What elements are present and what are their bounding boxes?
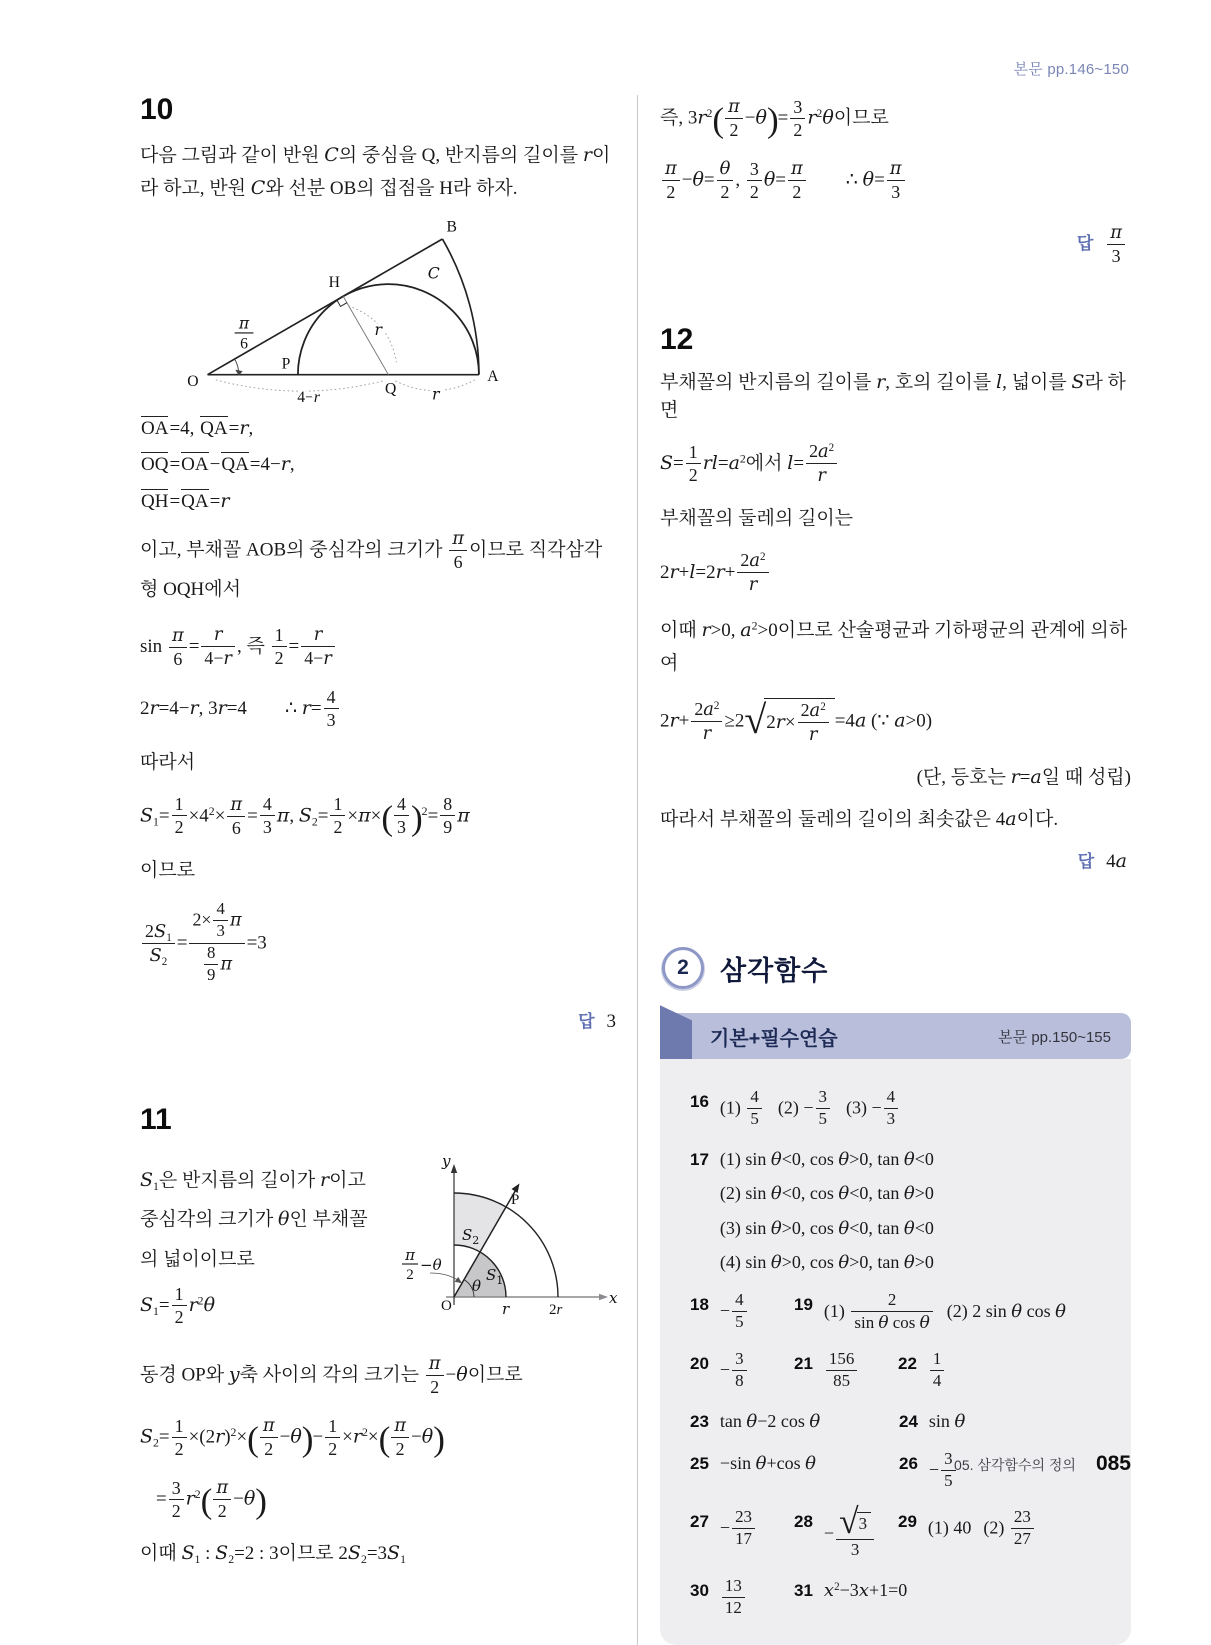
answer-item-value: (1) $\frac{4}{5}$ (2) − $\frac{3}{5}$ (3) − $\frac{4}{3}$	[720, 1089, 900, 1130]
answer-panel	[660, 1013, 1131, 1645]
math-line: OA=4, QA=r,	[141, 416, 254, 439]
problem-10-intro: 다음 그림과 같이 반원 C의 중심을 Q, 반지름의 길이를 r이라 하고, 반원 C와 선분 OB의 접점을 H라 하자.	[140, 144, 611, 200]
section-title: 삼각함수	[720, 955, 829, 986]
page-reference-label: 본문 pp.146~150	[1013, 61, 1129, 78]
math-line: 이고, 부채꼴 AOB의 중심각의 크기가 $\frac{\pi}{6}$ 이므로 직각삼각형 OQH에서	[140, 528, 603, 601]
semicircle-C	[298, 284, 479, 375]
left-column	[140, 95, 637, 1645]
answer-item-value: − $\frac{3}{5}$	[929, 1451, 958, 1492]
answer-item-value: − √ 3 3	[824, 1509, 876, 1561]
answer-item-value: sin θ	[928, 1411, 966, 1433]
answer-item	[794, 1351, 898, 1392]
angle-pointer	[430, 1273, 459, 1281]
answer-item-value: −sin θ+cos θ	[719, 1453, 816, 1475]
problem-11-number: 11	[140, 1102, 172, 1136]
math-line: 부채꼴의 반지름의 길이를 r, 호의 길이를 l, 넓이를 S라 하면	[660, 371, 1126, 421]
answer-item-number: 25	[690, 1454, 709, 1474]
answer-item	[690, 1089, 906, 1130]
problem-11-diagram	[396, 1149, 620, 1327]
answer-item	[794, 1501, 898, 1561]
answer-item	[690, 1292, 794, 1333]
answer-item-number: 18	[690, 1295, 709, 1315]
math-line: $S_1=$ $\frac{1}{2}$ $r^2\theta$	[140, 1284, 216, 1328]
label-O: O	[187, 372, 199, 390]
math-line: sin $\frac{\pi}{6}$ = $\frac{r}{4-r}$ , 즉 $\frac{1}{2}$ = $\frac{r}{4-r}$	[140, 625, 620, 670]
answer-item-number: 28	[794, 1512, 813, 1532]
label-P: P	[511, 1191, 520, 1208]
answer-panel-bar	[660, 1013, 1131, 1059]
angle-label-num: π	[405, 1245, 415, 1264]
answer-item-number: 22	[898, 1354, 917, 1374]
label-theta: θ	[472, 1276, 482, 1295]
answer-row	[690, 1578, 1105, 1619]
answer-item	[899, 1409, 1003, 1434]
y-axis-arrow	[451, 1164, 457, 1173]
answer-item-value: − $\frac{4}{5}$	[720, 1292, 749, 1333]
answer-label: 답	[578, 1011, 595, 1031]
answer-item-value: (1) sin θ<0, cos θ>0, tan θ<0	[719, 1149, 934, 1171]
answer-item-number: 26	[899, 1454, 918, 1474]
math-line: 의 넓이이므로	[140, 1248, 255, 1270]
answer-item	[690, 1578, 794, 1619]
angle-label-rest: −θ	[420, 1255, 442, 1274]
answer-row	[690, 1147, 1105, 1275]
problem-10-diagram	[142, 216, 582, 406]
answer-item-number: 16	[690, 1092, 709, 1112]
right-column	[637, 95, 1211, 1645]
answer-label: 답	[1077, 852, 1095, 872]
answer-item-value: − $\frac{23}{17}$	[720, 1509, 757, 1550]
x-axis-arrow	[599, 1293, 608, 1299]
answer-item	[794, 1292, 1072, 1334]
answer-item-value: $\frac{156}{85}$	[824, 1351, 859, 1392]
answer-value: $\frac{\pi}{3}$	[1105, 233, 1127, 254]
label-A: A	[487, 367, 499, 385]
answer-row	[690, 1501, 1105, 1561]
math-line: QH=QA=r	[141, 489, 230, 512]
answer-row	[690, 1292, 1105, 1334]
answer-item	[690, 1147, 940, 1275]
math-line: = $\frac{3}{2}$ $r^2$( $\frac{\pi}{2}$ −θ)	[156, 1477, 266, 1522]
footer-section-title: 05. 삼각함수의 정의	[954, 1457, 1076, 1473]
math-line: 2r=4−r, 3r=4 ∴ r= $\frac{4}{3}$	[140, 688, 620, 731]
answer-item-number: 24	[899, 1412, 918, 1432]
label-S1: $S_1$	[486, 1265, 504, 1287]
answer-item-value: tan θ−2 cos θ	[719, 1411, 821, 1433]
answer-item-value: $x^2-3x+1=0$	[823, 1580, 908, 1602]
answer-item	[898, 1351, 1002, 1392]
answer-item	[898, 1509, 1042, 1550]
answer-row	[690, 1409, 1105, 1434]
answer-value: 4a	[1106, 850, 1127, 873]
answer-item-number: 27	[690, 1512, 709, 1532]
answer-item	[794, 1578, 913, 1603]
label-P: P	[281, 354, 291, 372]
answer-value: 3	[606, 1010, 616, 1032]
angle-pointer-arrow	[455, 1276, 462, 1282]
problem-10-number: 10	[140, 93, 174, 126]
answer-row	[690, 1351, 1105, 1392]
answer-item	[690, 1409, 899, 1434]
label-C: C	[427, 263, 440, 283]
panel-bar-title: 기본+필수연습	[710, 1027, 838, 1050]
label-Q: Q	[384, 379, 397, 397]
math-line: 이때 $S_1$ : $S_2=2$ : 3이므로 $2S_2=3S_1$	[140, 1542, 406, 1567]
math-line: $S_1$은 반지름의 길이가 r이고	[140, 1168, 366, 1193]
answer-line-11	[660, 223, 1127, 267]
label-2r: 2r	[549, 1301, 563, 1318]
answer-item-value: (3) sin θ>0, cos θ<0, tan θ<0	[719, 1217, 934, 1239]
math-line: $\frac{2S_1}{S_2}$ = 2× $\frac{4}{3}$ π $\frac{8}{9}$ π =3	[140, 902, 620, 986]
panel-bar-reference: 본문 pp.150~155	[998, 1028, 1111, 1046]
answer-item-number: 19	[794, 1295, 813, 1315]
label-r-QH: r	[374, 319, 383, 339]
radius-guide-dotted	[348, 305, 396, 361]
label-y: y	[442, 1151, 451, 1170]
math-line: 따라서	[140, 752, 196, 774]
math-line: 이므로	[140, 859, 196, 881]
answer-item-number: 17	[690, 1150, 709, 1170]
label-B: B	[446, 218, 457, 236]
answer-item-value: $\frac{13}{12}$	[720, 1578, 747, 1619]
answer-line-10	[140, 1007, 616, 1033]
answer-item	[690, 1451, 899, 1476]
label-4-minus-r: 4−r	[297, 388, 321, 406]
answer-item-number: 29	[898, 1512, 917, 1532]
math-line: 따라서 부채꼴의 둘레의 길이의 최솟값은 4a이다.	[660, 807, 1059, 830]
section-number-badge: 2	[662, 947, 704, 989]
problem-12-number: 12	[660, 323, 694, 356]
label-r: r	[502, 1299, 510, 1318]
answer-item	[690, 1509, 794, 1550]
answer-item-number: 31	[794, 1581, 813, 1601]
answer-item-value: (2) sin θ<0, cos θ<0, tan θ>0	[719, 1183, 934, 1205]
answer-line-12	[660, 847, 1127, 873]
answer-item-number: 20	[690, 1354, 709, 1374]
segment-OB	[207, 238, 442, 374]
answer-label: 답	[1076, 234, 1094, 254]
math-line: $S_2=$ $\frac{1}{2}$ $\times(2r)^2\times$( $\frac{\pi}{2}$ −θ)− $\frac{1}{2}$ $\times r^2\times$( $\frac{\pi}{2}$ −θ)	[140, 1415, 444, 1460]
math-line: 중심각의 크기가 θ인 부채꼴	[140, 1208, 368, 1231]
angle-label-den: 2	[406, 1266, 414, 1283]
angle-label-num: π	[238, 313, 250, 333]
problem-11-body	[140, 1149, 620, 1341]
answer-item-value: (1) 40 (2) $\frac{23}{27}$	[928, 1509, 1036, 1550]
math-line: OQ=OA−QA=4−r,	[141, 453, 295, 476]
math-line: 부채꼴의 둘레의 길이는	[660, 508, 854, 530]
math-line: S= $\frac{1}{2}$ $rl=a^2$에서 l= $\frac{2a^2}{r}$	[660, 442, 1131, 487]
answer-item-value: $\frac{1}{4}$	[928, 1351, 946, 1392]
answer-list	[660, 1059, 1131, 1645]
math-line: $\frac{\pi}{2}$ −θ= $\frac{\theta}{2}$ , $\frac{3}{2}$ θ= $\frac{\pi}{2}$ ∴ θ= $\frac{\pi}{3}$	[660, 159, 1131, 203]
footer-page-number: 085	[1095, 1452, 1131, 1475]
math-line: 이때 r>0, $a^2>0$이므로 산술평균과 기하평균의 관계에 의하여	[660, 618, 1128, 674]
math-line: 2r+l=2r+ $\frac{2a^2}{r}$	[660, 551, 1131, 596]
answer-item-value: (4) sin θ>0, cos θ>0, tan θ>0	[719, 1252, 934, 1273]
answer-item-number: 21	[794, 1354, 813, 1374]
answer-item-number: 30	[690, 1581, 709, 1601]
answer-item-value: (1) $\frac{2}{\text{sin θ cos θ}}$ (2) 2 sin θ cos θ	[823, 1290, 1066, 1333]
page-footer	[954, 1452, 1131, 1476]
problem-11-text	[140, 1149, 390, 1341]
answer-row	[690, 1089, 1105, 1130]
section-2-header	[662, 947, 1131, 989]
math-line: 즉, $3r^2$( $\frac{\pi}{2}$ −θ)= $\frac{3}{2}$ $r^2\theta$이므로	[660, 96, 889, 140]
math-line: (단, 등호는 r=a일 때 성립)	[916, 766, 1131, 789]
answer-item-value: − $\frac{3}{8}$	[720, 1351, 749, 1392]
angle-label-den: 6	[240, 335, 248, 353]
label-S2: $S_2$	[462, 1225, 480, 1247]
answer-item	[690, 1351, 794, 1392]
math-line: 동경 OP와 y축 사이의 각의 크기는 $\frac{\pi}{2}$ −θ이므로	[140, 1353, 523, 1398]
math-line: $S_1=$ $\frac{1}{2}$ $\times 4^2\times$ $\frac{\pi}{6}$ = $\frac{4}{3}$ π, $S_2=$ $\frac{1}{2}$ ×π×( $\frac{4}{3}$ )$^2$= $\frac{8}{9}$ π	[140, 793, 470, 838]
math-line: 2r+ $\frac{2a^2}{r}$ ≥2 √ 2r× $\frac{2a^2}{r}$ =4a (∵ a>0)	[660, 697, 933, 746]
label-H: H	[328, 273, 340, 291]
label-r-QA: r	[431, 384, 440, 404]
answer-item-number: 23	[690, 1412, 709, 1432]
label-O: O	[441, 1297, 452, 1314]
label-x: x	[609, 1288, 618, 1307]
